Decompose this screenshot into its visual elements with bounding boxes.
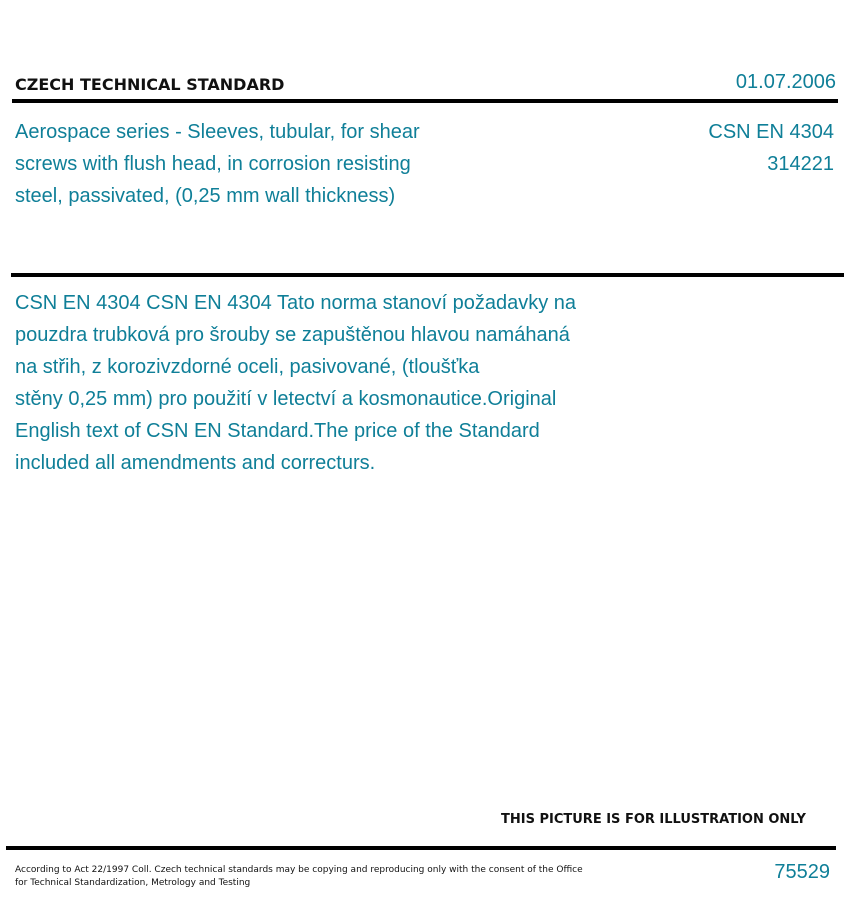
standard-identifiers bbox=[708, 116, 834, 180]
legal-notice bbox=[15, 864, 595, 890]
standard-number: 314221 bbox=[767, 153, 834, 175]
header-divider bbox=[12, 99, 838, 103]
document-heading: CZECH TECHNICAL STANDARD bbox=[15, 75, 285, 94]
description-line: na střih, z korozivzdorné oceli, pasivované, (tloušťka bbox=[15, 356, 480, 378]
description-line: CSN EN 4304 CSN EN 4304 Tato norma stanoví požadavky na bbox=[15, 292, 577, 314]
description-line: English text of CSN EN Standard.The price of the Standard bbox=[15, 420, 540, 442]
description-line: pouzdra trubková pro šrouby se zapuštěnou hlavou namáhaná bbox=[15, 324, 570, 346]
document-number: 75529 bbox=[774, 861, 830, 883]
title-divider bbox=[11, 273, 844, 277]
publication-date: 01.07.2006 bbox=[735, 71, 836, 93]
description-line: included all amendments and correcturs. bbox=[15, 452, 376, 474]
standard-code: CSN EN 4304 bbox=[708, 121, 834, 143]
legal-notice-line: for Technical Standardization, Metrology and Testing bbox=[15, 878, 251, 888]
standard-description bbox=[15, 287, 655, 479]
standard-title bbox=[15, 116, 515, 212]
standard-title-line: steel, passivated, (0,25 mm wall thickness) bbox=[15, 185, 396, 207]
footer-divider bbox=[6, 846, 836, 850]
description-line: stěny 0,25 mm) pro použití v letectví a kosmonautice.Original bbox=[15, 388, 557, 410]
legal-notice-line: According to Act 22/1997 Coll. Czech technical standards may be copying and reproducing only with the consent of the Office bbox=[15, 865, 583, 875]
illustration-disclaimer: THIS PICTURE IS FOR ILLUSTRATION ONLY bbox=[501, 812, 806, 827]
standard-title-line: screws with flush head, in corrosion resisting bbox=[15, 153, 411, 175]
standard-title-line: Aerospace series - Sleeves, tubular, for shear bbox=[15, 121, 420, 143]
